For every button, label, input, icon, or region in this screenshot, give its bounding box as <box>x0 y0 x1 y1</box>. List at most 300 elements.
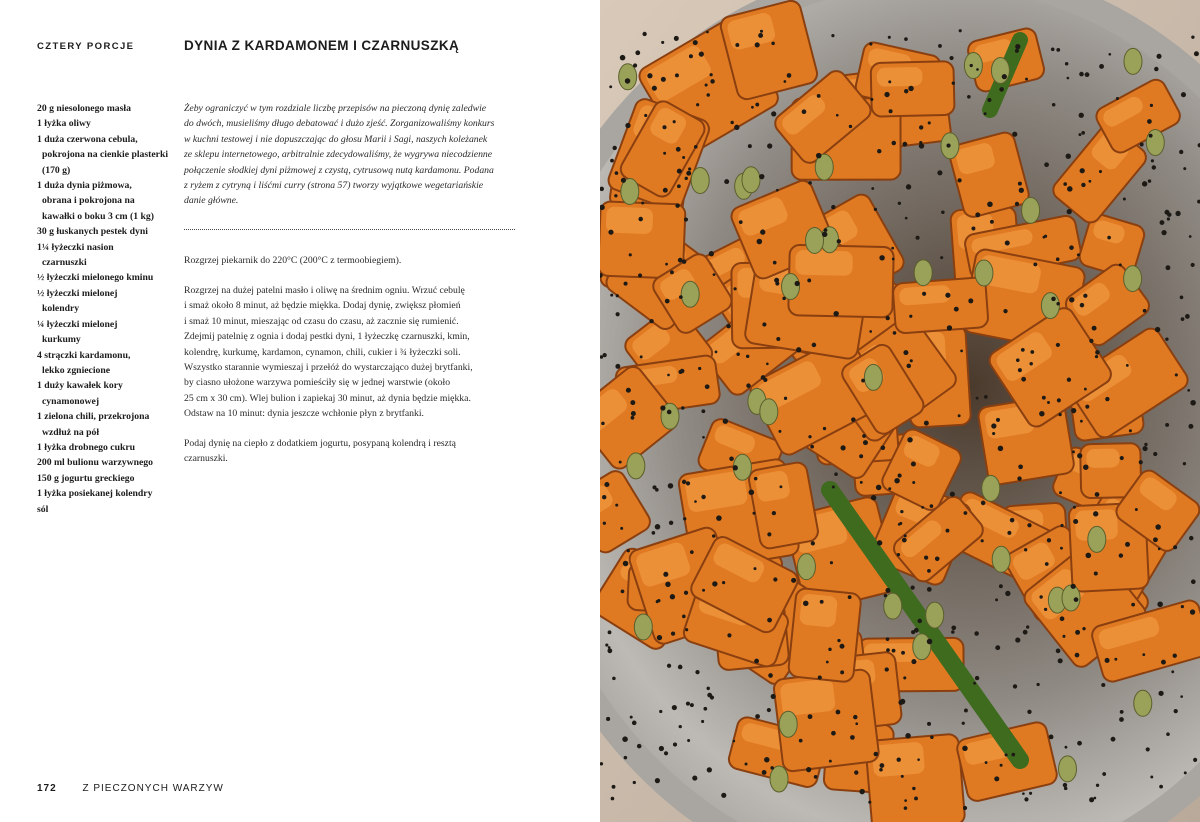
nigella-seed <box>916 236 920 240</box>
nigella-seed <box>686 171 691 176</box>
nigella-seed <box>1099 170 1102 173</box>
nigella-seed <box>807 278 811 282</box>
nigella-seed <box>1187 389 1190 392</box>
nigella-seed <box>751 106 754 109</box>
nigella-seed <box>1058 413 1061 416</box>
nigella-seed <box>1015 49 1019 53</box>
text-line: i smaż 10 minut, mieszając od czasu do czasu, aż zacznie się rumienić. <box>184 315 459 327</box>
nigella-seed <box>1166 732 1170 736</box>
nigella-seed <box>602 495 606 499</box>
nigella-seed <box>964 709 968 713</box>
pumpkin-seed <box>982 475 1000 501</box>
ingredient-item <box>37 240 169 271</box>
nigella-seed <box>1167 212 1171 216</box>
nigella-seed <box>771 111 776 116</box>
nigella-seed <box>904 37 908 41</box>
nigella-seed <box>709 251 714 256</box>
nigella-seed <box>906 184 911 189</box>
pumpkin-seed <box>627 453 645 479</box>
nigella-seed <box>726 324 731 329</box>
nigella-seed <box>1063 182 1067 186</box>
nigella-seed <box>660 405 665 410</box>
nigella-seed <box>959 29 962 32</box>
nigella-seed <box>987 98 991 102</box>
nigella-seed <box>1000 764 1003 767</box>
nigella-seed <box>749 490 755 496</box>
nigella-seed <box>758 33 763 38</box>
nigella-seed <box>607 648 612 653</box>
nigella-seed <box>657 635 662 640</box>
nigella-seed <box>716 515 722 521</box>
text-line: Zdejmij patelnię z ognia i dodaj pestki dyni, 1 łyżeczkę czarnuszki, kmin, <box>184 331 470 343</box>
nigella-seed <box>1142 446 1147 451</box>
nigella-seed <box>710 79 714 83</box>
nigella-seed <box>1158 691 1163 696</box>
pumpkin-seed <box>884 593 902 619</box>
text-line: ze sklepu internetowego, arbitralnie zdecydowaliśmy, że wygrywa niecodzienne <box>184 149 493 161</box>
pumpkin-seed <box>634 614 652 640</box>
nigella-seed <box>1190 400 1196 406</box>
nigella-seed <box>1047 401 1050 404</box>
nigella-seed <box>995 645 1000 650</box>
nigella-seed <box>917 758 920 761</box>
nigella-seed <box>1017 476 1021 480</box>
nigella-seed <box>604 482 609 487</box>
nigella-seed <box>775 281 779 285</box>
nigella-seed <box>984 112 987 115</box>
nigella-seed <box>1042 396 1046 400</box>
nigella-seed <box>1088 180 1091 183</box>
nigella-seed <box>995 598 998 601</box>
nigella-seed <box>746 355 749 358</box>
nigella-seed <box>673 120 676 123</box>
nigella-seed <box>760 30 763 33</box>
nigella-seed <box>808 181 812 185</box>
ingredient-line: 1 duża dynia piżmowa, <box>37 180 132 192</box>
pumpkin-seed <box>1134 690 1152 716</box>
ingredient-continuation: pokrojona na cienkie plasterki (170 g) <box>42 149 169 176</box>
nigella-seed <box>874 752 879 757</box>
nigella-seed <box>675 203 679 207</box>
nigella-seed <box>791 578 796 583</box>
ingredient-line: ¼ łyżeczki mielonej <box>37 318 118 330</box>
nigella-seed <box>1060 616 1065 621</box>
dotted-divider <box>184 229 515 230</box>
nigella-seed <box>715 350 718 353</box>
nigella-seed <box>862 434 866 438</box>
nigella-seed <box>661 41 664 44</box>
nigella-seed <box>677 169 682 174</box>
nigella-seed <box>610 159 614 163</box>
nigella-seed <box>1181 317 1185 321</box>
nigella-seed <box>832 485 835 488</box>
nigella-seed <box>984 395 988 399</box>
nigella-seed <box>764 757 769 762</box>
nigella-seed <box>824 228 828 232</box>
nigella-seed <box>772 511 776 515</box>
ingredient-line: 30 g łuskanych pestek dyni <box>37 226 148 238</box>
ingredient-item <box>37 178 169 224</box>
nigella-seed <box>1165 338 1168 341</box>
pumpkin-seed <box>975 260 993 286</box>
nigella-seed <box>904 89 908 93</box>
nigella-seed <box>1027 523 1031 527</box>
nigella-seed <box>701 409 705 413</box>
nigella-seed <box>975 676 979 680</box>
nigella-seed <box>1058 658 1063 663</box>
nigella-seed <box>692 776 697 781</box>
ingredient-line: sól <box>37 503 49 515</box>
nigella-seed <box>1063 783 1067 787</box>
nigella-seed <box>1010 518 1015 523</box>
nigella-seed <box>1108 53 1111 56</box>
nigella-seed <box>898 474 902 478</box>
text-line: danie główne. <box>184 195 239 207</box>
nigella-seed <box>612 785 616 789</box>
nigella-seed <box>1084 388 1087 391</box>
squash-cube <box>788 245 894 318</box>
nigella-seed <box>707 767 712 772</box>
nigella-seed <box>912 481 915 484</box>
nigella-seed <box>1150 776 1153 779</box>
roasted-squash-photo <box>600 0 1200 822</box>
nigella-seed <box>1174 709 1178 713</box>
nigella-seed <box>674 36 679 41</box>
servings-label: CZTERY PORCJE <box>37 41 135 52</box>
nigella-seed <box>612 146 616 150</box>
nigella-seed <box>757 239 763 245</box>
nigella-seed <box>837 239 841 243</box>
nigella-seed <box>1073 506 1076 509</box>
section-title: Z PIECZONYCH WARZYW <box>82 783 224 794</box>
nigella-seed <box>730 121 733 124</box>
nigella-seed <box>603 353 607 357</box>
nigella-seed <box>884 92 889 97</box>
nigella-seed <box>652 86 657 91</box>
nigella-seed <box>701 720 704 723</box>
nigella-seed <box>837 639 840 642</box>
nigella-seed <box>1148 179 1151 182</box>
nigella-seed <box>1052 103 1056 107</box>
nigella-seed <box>1175 211 1180 216</box>
method-step-2 <box>184 283 516 422</box>
nigella-seed <box>924 555 928 559</box>
ingredient-continuation: wzdłuż na pół <box>42 426 100 438</box>
nigella-seed <box>903 676 906 679</box>
nigella-seed <box>954 307 959 312</box>
ingredient-item <box>37 348 169 379</box>
nigella-seed <box>665 263 668 266</box>
nigella-seed <box>615 504 618 507</box>
nigella-seed <box>968 298 973 303</box>
nigella-seed <box>1015 202 1019 206</box>
nigella-seed <box>615 364 620 369</box>
nigella-seed <box>701 495 705 499</box>
nigella-seed <box>779 485 782 488</box>
nigella-seed <box>682 259 687 264</box>
ingredient-item <box>37 286 169 317</box>
nigella-seed <box>1153 452 1157 456</box>
nigella-seed <box>1116 97 1119 100</box>
text-line: Żeby ograniczyć w tym rozdziale liczbę przepisów na pieczoną dynię zaledwie <box>184 103 487 114</box>
nigella-seed <box>1153 537 1158 542</box>
nigella-seed <box>881 445 886 450</box>
nigella-seed <box>1152 165 1156 169</box>
nigella-seed <box>947 325 952 330</box>
nigella-seed <box>621 178 626 183</box>
nigella-seed <box>868 801 871 804</box>
page-number: 172 <box>37 783 57 794</box>
ingredient-line: 1 duża czerwona cebula, <box>37 133 138 145</box>
ingredient-continuation: kolendry <box>42 303 80 315</box>
nigella-seed <box>859 789 864 794</box>
nigella-seed <box>1181 605 1184 608</box>
nigella-seed <box>632 721 637 726</box>
ingredient-line: 1 duży kawałek kory <box>37 380 123 392</box>
nigella-seed <box>1160 220 1165 225</box>
nigella-seed <box>771 42 774 45</box>
nigella-seed <box>888 80 891 83</box>
nigella-seed <box>626 388 631 393</box>
nigella-seed <box>1067 209 1072 214</box>
nigella-seed <box>941 210 945 214</box>
nigella-seed <box>904 534 907 537</box>
nigella-seed <box>1143 309 1147 313</box>
ingredient-line: 200 ml bulionu warzywnego <box>37 457 153 469</box>
nigella-seed <box>831 731 836 736</box>
pumpkin-seed <box>806 227 824 253</box>
nigella-seed <box>869 42 872 45</box>
nigella-seed <box>755 42 760 47</box>
nigella-seed <box>1086 553 1092 559</box>
nigella-seed <box>682 156 685 159</box>
ingredient-item <box>37 409 169 440</box>
ingredient-item <box>37 455 169 470</box>
nigella-seed <box>889 109 893 113</box>
nigella-seed <box>1018 368 1022 372</box>
nigella-seed <box>1056 343 1060 347</box>
nigella-seed <box>971 227 975 231</box>
nigella-seed <box>985 761 988 764</box>
nigella-seed <box>927 639 933 645</box>
nigella-seed <box>1135 508 1138 511</box>
pumpkin-seed <box>742 167 760 193</box>
nigella-seed <box>871 187 874 190</box>
nigella-seed <box>659 710 662 713</box>
nigella-seed <box>1051 297 1056 302</box>
pumpkin-seed <box>913 634 931 660</box>
nigella-seed <box>1013 684 1017 688</box>
nigella-seed <box>664 751 668 755</box>
nigella-seed <box>706 31 709 34</box>
pumpkin-seed <box>782 274 800 300</box>
pumpkin-seed <box>1059 756 1077 782</box>
nigella-seed <box>1036 683 1039 686</box>
nigella-seed <box>1073 519 1078 524</box>
nigella-seed <box>976 68 979 71</box>
nigella-seed <box>903 350 908 355</box>
nigella-seed <box>820 600 824 604</box>
nigella-seed <box>1023 630 1028 635</box>
nigella-seed <box>1083 294 1087 298</box>
nigella-seed <box>727 633 731 637</box>
nigella-seed <box>1021 348 1025 352</box>
nigella-seed <box>1184 771 1187 774</box>
nigella-seed <box>1012 132 1017 137</box>
nigella-seed <box>1066 153 1071 158</box>
nigella-seed <box>1019 188 1024 193</box>
nigella-seed <box>1190 609 1195 614</box>
nigella-seed <box>874 208 877 211</box>
nigella-seed <box>808 435 811 438</box>
nigella-seed <box>879 763 884 768</box>
nigella-seed <box>1059 491 1062 494</box>
method-step-3 <box>184 436 516 467</box>
nigella-seed <box>724 179 729 184</box>
nigella-seed <box>975 212 980 217</box>
nigella-seed <box>1060 547 1063 550</box>
nigella-seed <box>1181 92 1186 97</box>
nigella-seed <box>892 258 895 261</box>
nigella-seed <box>723 418 728 423</box>
nigella-seed <box>1018 464 1023 469</box>
nigella-seed <box>620 527 623 530</box>
nigella-seed <box>1085 405 1089 409</box>
nigella-seed <box>621 589 625 593</box>
nigella-seed <box>633 781 636 784</box>
nigella-seed <box>994 776 999 781</box>
nigella-seed <box>974 631 979 636</box>
nigella-seed <box>885 667 889 671</box>
nigella-seed <box>812 343 817 348</box>
nigella-seed <box>886 648 890 652</box>
squash-cube <box>600 201 686 279</box>
text-line: Rozgrzej piekarnik do 220°C (200°C z termoobiegiem). <box>184 255 402 266</box>
nigella-seed <box>904 806 908 810</box>
nigella-seed <box>609 85 612 88</box>
pumpkin-seed <box>926 602 944 628</box>
nigella-seed <box>840 445 845 450</box>
nigella-seed <box>642 32 646 36</box>
nigella-seed <box>831 34 834 37</box>
text-line: w kuchni testowej i nie dopuszczając do głosu Marii i Sagi, naszych koleżanek <box>184 133 488 145</box>
ingredient-line: 1 łyżka oliwy <box>37 118 91 130</box>
nigella-seed <box>917 619 922 624</box>
nigella-seed <box>826 661 829 664</box>
nigella-seed <box>631 416 635 420</box>
nigella-seed <box>608 630 612 634</box>
nigella-seed <box>1062 635 1065 638</box>
nigella-seed <box>739 220 743 224</box>
nigella-seed <box>1183 462 1186 465</box>
nigella-seed <box>1099 64 1104 69</box>
nigella-seed <box>1015 637 1020 642</box>
nigella-seed <box>759 174 764 179</box>
nigella-seed <box>927 722 931 726</box>
ingredient-item <box>37 486 169 501</box>
nigella-seed <box>1030 350 1034 354</box>
nigella-seed <box>1081 131 1085 135</box>
nigella-seed <box>1175 373 1178 376</box>
nigella-seed <box>760 229 765 234</box>
nigella-seed <box>673 742 677 746</box>
nigella-seed <box>678 665 683 670</box>
nigella-seed <box>1071 408 1076 413</box>
nigella-seed <box>911 586 915 590</box>
nigella-seed <box>1165 423 1169 427</box>
nigella-seed <box>637 744 642 749</box>
nigella-seed <box>1007 531 1011 535</box>
nigella-seed <box>811 541 815 545</box>
nigella-seed <box>1075 653 1080 658</box>
nigella-seed <box>888 36 891 39</box>
nigella-seed <box>1147 119 1152 124</box>
nigella-seed <box>603 522 606 525</box>
nigella-seed <box>705 384 710 389</box>
nigella-seed <box>690 550 694 554</box>
nigella-seed <box>855 722 858 725</box>
nigella-seed <box>655 524 661 530</box>
nigella-seed <box>991 423 996 428</box>
nigella-seed <box>976 397 979 400</box>
nigella-seed <box>683 517 686 520</box>
pumpkin-seed <box>1124 266 1142 292</box>
ingredient-item <box>37 502 169 517</box>
nigella-seed <box>1005 753 1008 756</box>
ingredient-continuation: lekko zgniecione <box>42 364 111 376</box>
nigella-seed <box>778 430 781 433</box>
nigella-seed <box>698 367 701 370</box>
nigella-seed <box>649 319 653 323</box>
nigella-seed <box>1096 784 1099 787</box>
nigella-seed <box>1044 162 1049 167</box>
nigella-seed <box>681 406 684 409</box>
nigella-seed <box>1119 263 1122 266</box>
nigella-seed <box>605 643 608 646</box>
nigella-seed <box>1025 78 1028 81</box>
nigella-seed <box>686 481 690 485</box>
text-line: połączenie słodkiej dyni piżmowej z czystą, cytrusową nutą kardamonu. Podana <box>184 164 494 176</box>
nigella-seed <box>1191 263 1195 267</box>
nigella-seed <box>684 217 688 221</box>
nigella-seed <box>851 417 856 422</box>
nigella-seed <box>803 601 809 607</box>
nigella-seed <box>1080 420 1083 423</box>
nigella-seed <box>833 311 838 316</box>
nigella-seed <box>669 521 673 525</box>
nigella-seed <box>1082 627 1085 630</box>
nigella-seed <box>840 670 844 674</box>
ingredient-item <box>37 378 169 409</box>
nigella-seed <box>1107 236 1111 240</box>
text-line: czarnuszki. <box>184 453 228 465</box>
nigella-seed <box>633 63 637 67</box>
ingredient-item <box>37 224 169 239</box>
text-line: Podaj dynię na ciepło z dodatkiem jogurtu, posypaną kolendrą i resztą <box>184 438 456 449</box>
nigella-seed <box>1173 654 1177 658</box>
nigella-seed <box>1033 262 1037 266</box>
nigella-seed <box>754 659 759 664</box>
nigella-seed <box>1188 424 1193 429</box>
nigella-seed <box>1157 602 1163 608</box>
nigella-seed <box>1067 186 1073 192</box>
ingredient-item <box>37 270 169 285</box>
nigella-seed <box>676 147 681 152</box>
nigella-seed <box>754 477 758 481</box>
nigella-seed <box>897 553 900 556</box>
nigella-seed <box>1165 265 1170 270</box>
nigella-seed <box>1079 113 1084 118</box>
